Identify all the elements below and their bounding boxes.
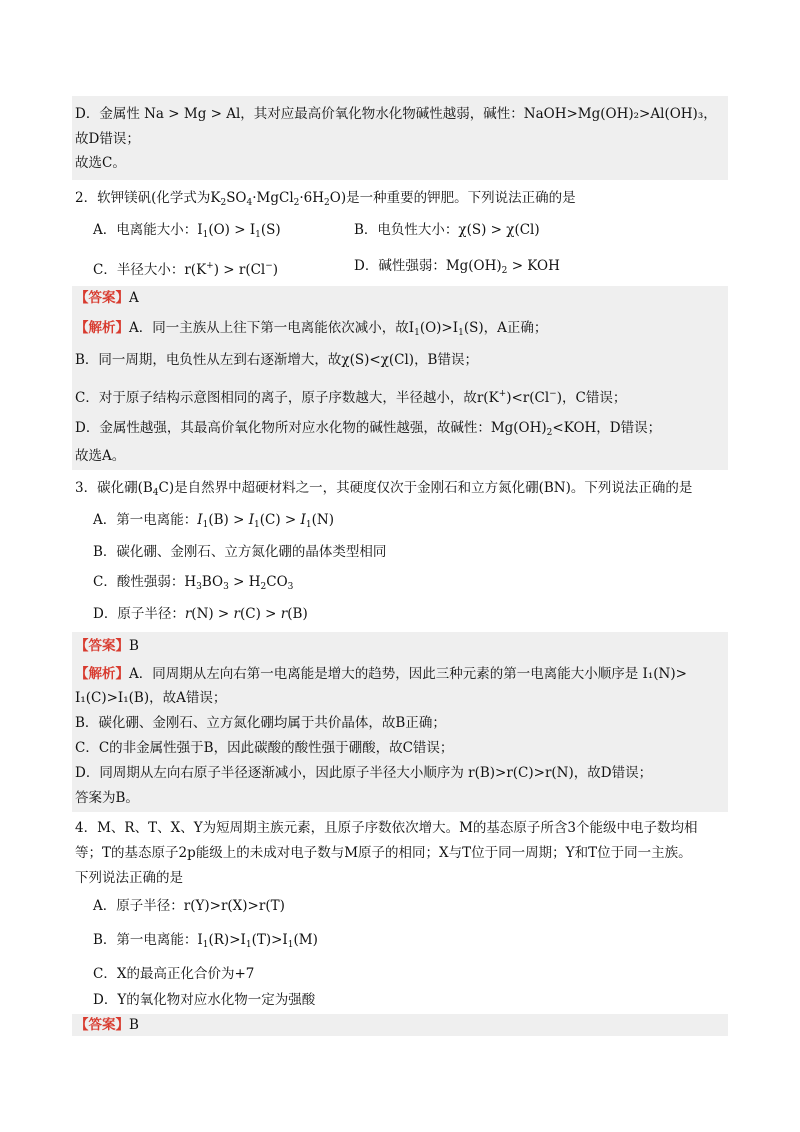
q3-answer: 【答案】B: [75, 638, 139, 654]
q3-explanation-b: B．碳化硼、金刚石、立方氮化硼均属于共价晶体，故B正确；: [75, 715, 446, 731]
prev-conclusion: 故选C。: [75, 155, 126, 171]
q2-explanation-a: 【解析】A．同一主族从上往下第一电离能依次减小，故$I_1(O)>I_1(S)$，A正确；: [75, 320, 548, 338]
q2-explanation-b: B．同一周期，电负性从左到右逐渐增大，故χ(S)<χ(Cl)，B错误；: [75, 352, 478, 368]
q4-stem-line1: 4．M、R、T、X、Y为短周期主族元素，且原子序数依次增大。M的基态原子所含3个能级中电子数均相: [75, 820, 698, 836]
answer-shade-4: [72, 1014, 728, 1036]
q3-explanation-c: C．C的非金属性强于B，因此碳酸的酸性强于硼酸，故C错误；: [75, 740, 454, 756]
q4-option-b: B．第一电离能：$I_1(R)>I_1(T)>I_1(M)$: [93, 932, 318, 950]
q3-explanation-a2: I₁(C)>I₁(B)，故A错误；: [75, 690, 227, 706]
q3-option-d: D．原子半径：r(N) > r(C) > r(B): [93, 606, 308, 622]
prev-explanation-d-line1: D．金属性 Na > Mg > Al，其对应最高价氧化物水化物碱性越弱，碱性：NaOH>Mg(OH)₂>Al(OH)₃，: [75, 106, 717, 122]
q2-option-b: B．电负性大小：χ(S) > χ(Cl): [354, 222, 540, 238]
q2-conclusion: 故选A。: [75, 448, 126, 464]
q2-option-c: C．半径大小：r(K+) > r(Cl−): [93, 261, 279, 278]
q2-option-d: D．碱性强弱：$Mg(OH)_2$ > KOH: [354, 258, 560, 276]
q4-stem-line2: 等；T的基态原子2p能级上的未成对电子数与M原子的相同；X与T位于同一周期；Y和T位于同一主族。: [75, 845, 692, 861]
q3-option-c: C．酸性强弱：$H_3BO_3 > H_2CO_3$: [93, 574, 294, 592]
q2-explanation-c: C．对于原子结构示意图相同的离子，原子序数越大，半径越小，故r(K+)<r(Cl−)，C错误；: [75, 389, 627, 406]
q3-option-b: B．碳化硼、金刚石、立方氮化硼的晶体类型相同: [93, 544, 387, 560]
q4-option-a: A．原子半径：r(Y)>r(X)>r(T): [93, 898, 285, 914]
q4-stem-line3: 下列说法正确的是: [75, 870, 183, 886]
q4-option-d: D．Y的氧化物对应水化物一定为强酸: [93, 992, 316, 1008]
q3-explanation-d: D．同周期从左向右原子半径逐渐减小，因此原子半径大小顺序为 r(B)>r(C)>r(N)，故D错误；: [75, 765, 653, 781]
q2-explanation-d: D．金属性越强，其最高价氧化物所对应水化物的碱性越强，故碱性：$Mg(OH)_2<KOH$，D错误；: [75, 420, 662, 438]
q3-stem: 3．碳化硼$(B_4C)$是自然界中超硬材料之一，其硬度仅次于金刚石和立方氮化硼(BN)。下列说法正确的是: [75, 480, 693, 498]
q4-answer: 【答案】B: [75, 1017, 139, 1033]
q3-explanation-a1: 【解析】A．同周期从左向右第一电离能是增大的趋势，因此三种元素的第一电离能大小顺序是 I₁(N)>: [75, 666, 687, 682]
prev-explanation-d-line2: 故D错误；: [75, 131, 140, 147]
q2-stem: 2．软钾镁矾(化学式为$K_2SO_4\cdot MgCl_2\cdot 6H_2O$)是一种重要的钾肥。下列说法正确的是: [75, 190, 576, 208]
q3-option-a: A．第一电离能：$I_1(B) > I_1(C) > I_1(N)$: [93, 512, 334, 530]
q2-answer: 【答案】A: [75, 290, 139, 306]
q4-option-c: C．X的最高正化合价为+7: [93, 966, 255, 982]
q3-conclusion: 答案为B。: [75, 790, 139, 806]
q2-option-a: A．电离能大小：$I_1(O) > I_1(S)$: [93, 222, 281, 240]
